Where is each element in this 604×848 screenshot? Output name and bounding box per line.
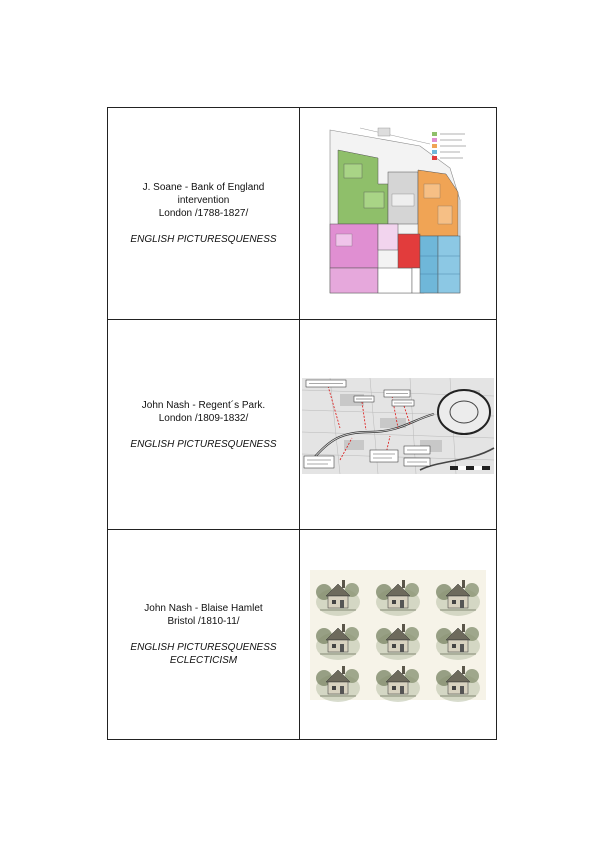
table-row bbox=[108, 108, 497, 320]
caption-line: John Nash - Blaise Hamlet bbox=[144, 603, 263, 614]
content-table bbox=[107, 107, 497, 740]
style-label: ENGLISH PICTURESQUENESS bbox=[130, 642, 277, 653]
caption-line: J. Soane - Bank of England bbox=[142, 182, 265, 193]
caption-line: John Nash - Regent´s Park. bbox=[141, 399, 266, 411]
caption-cell bbox=[108, 108, 300, 320]
regents-park-map-image bbox=[300, 320, 496, 529]
caption-cell bbox=[108, 320, 300, 530]
style-label: ENGLISH PICTURESQUENESS bbox=[130, 438, 277, 450]
table-row bbox=[108, 320, 497, 530]
style-label: ENGLISH PICTURESQUENESS bbox=[130, 234, 277, 245]
caption-line: Bristol /1810-11/ bbox=[167, 616, 240, 627]
image-cell bbox=[300, 108, 497, 320]
blaise-hamlet-cottages-image bbox=[300, 530, 496, 739]
caption-cell bbox=[108, 530, 300, 740]
caption-line: London /1788-1827/ bbox=[158, 208, 249, 219]
bank-of-england-plan-image bbox=[300, 108, 496, 319]
caption-line: intervention bbox=[177, 195, 230, 206]
caption-line: London /1809-1832/ bbox=[158, 412, 249, 424]
image-cell bbox=[300, 530, 497, 740]
image-cell bbox=[300, 320, 497, 530]
style-label: ECLECTICISM bbox=[169, 655, 238, 666]
table-row bbox=[108, 530, 497, 740]
